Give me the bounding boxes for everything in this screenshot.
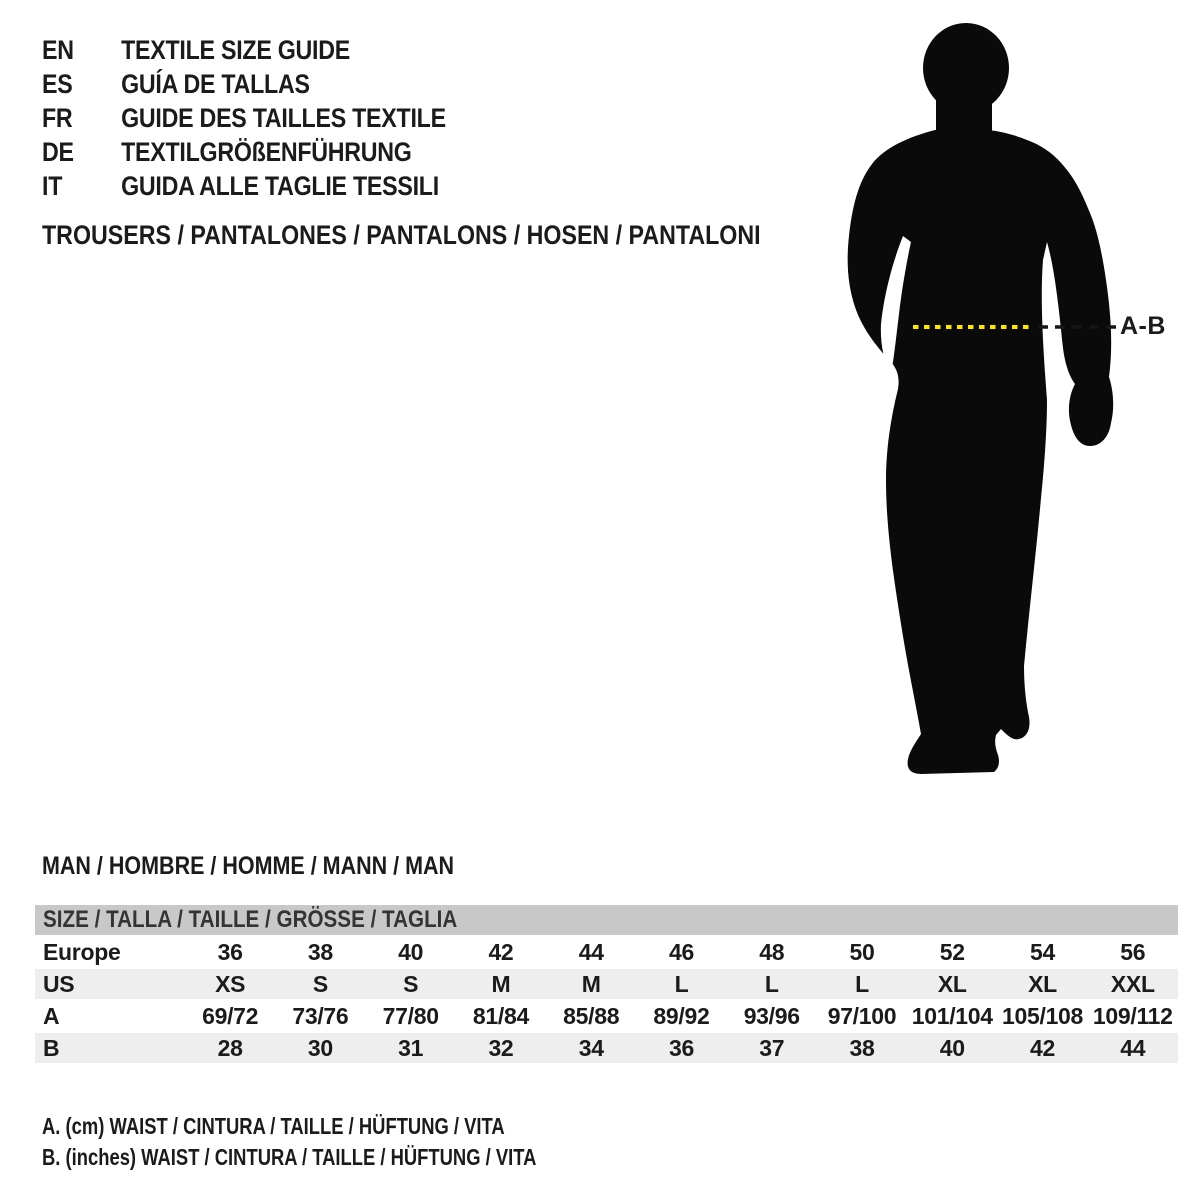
size-cell: 52	[939, 938, 965, 965]
size-cell: 101/104	[911, 1002, 993, 1029]
gender-title-text: MAN / HOMBRE / HOMME / MANN / MAN	[42, 852, 455, 880]
size-cell: 81/84	[472, 1002, 529, 1029]
size-cell: 38	[849, 1034, 875, 1061]
size-cell: 30	[307, 1034, 333, 1061]
size-cell: XL	[1028, 970, 1057, 997]
body-shape	[848, 130, 1114, 774]
size-cell: 34	[578, 1034, 604, 1061]
table-row-europe	[35, 937, 1178, 967]
gender-title	[42, 853, 521, 879]
size-cell: 40	[398, 938, 424, 965]
size-cell: 37	[759, 1034, 785, 1061]
size-cell: 32	[488, 1034, 514, 1061]
size-cell: 109/112	[1092, 1002, 1173, 1029]
table-row-a-cm	[35, 1001, 1178, 1031]
man-silhouette-figure	[828, 18, 1128, 778]
language-row-de	[42, 135, 446, 169]
size-cell: XL	[937, 970, 967, 997]
language-code: IT	[42, 170, 63, 201]
size-cell: 69/72	[202, 1002, 259, 1029]
size-cell: L	[855, 970, 869, 997]
size-cell: XS	[215, 970, 246, 997]
size-cell: 42	[1030, 1034, 1056, 1061]
size-cell: 36	[668, 1034, 694, 1061]
size-cell: 28	[217, 1034, 243, 1061]
language-list	[42, 33, 446, 203]
size-cell: L	[674, 970, 689, 997]
size-cell: S	[312, 970, 328, 997]
language-row-it	[42, 169, 446, 203]
size-cell: 31	[398, 1034, 424, 1061]
size-cell: 105/108	[1002, 1002, 1084, 1029]
man-silhouette-svg	[828, 18, 1128, 778]
row-label: A	[43, 1002, 60, 1029]
language-row-fr	[42, 101, 446, 135]
row-label: US	[43, 970, 75, 997]
size-cell: M	[491, 970, 511, 997]
size-cell: 77/80	[382, 1002, 439, 1029]
size-cell: M	[581, 970, 601, 997]
size-cell: 85/88	[563, 1002, 620, 1029]
size-cell: 54	[1030, 938, 1056, 965]
category-title	[42, 221, 878, 249]
size-cell: 38	[307, 938, 333, 965]
size-cell: 73/76	[292, 1002, 349, 1029]
language-title: TEXTILE SIZE GUIDE	[121, 34, 351, 65]
man-silhouette	[848, 23, 1114, 774]
size-cell: 44	[578, 938, 604, 965]
size-cell: 42	[488, 938, 514, 965]
language-row-en	[42, 33, 446, 67]
language-title: TEXTILGRÖßENFÜHRUNG	[121, 136, 412, 167]
size-cell: 89/92	[653, 1002, 710, 1029]
table-row-b-inches	[35, 1033, 1178, 1063]
footnote-b	[42, 1145, 660, 1169]
row-label: Europe	[43, 938, 121, 965]
size-cell: XXL	[1110, 970, 1155, 997]
footnote-a	[42, 1114, 620, 1138]
size-cell: 93/96	[743, 1002, 800, 1029]
language-code: FR	[42, 102, 73, 133]
size-cell: 48	[759, 938, 785, 965]
size-cell: 44	[1120, 1034, 1146, 1061]
language-code: EN	[42, 34, 74, 65]
size-cell: L	[764, 970, 779, 997]
category-title-text: TROUSERS / PANTALONES / PANTALONS / HOSEN / PANTALONI	[42, 220, 761, 250]
row-label: B	[43, 1034, 60, 1061]
size-table-header-text: SIZE / TALLA / TAILLE / GRÖSSE / TAGLIA	[43, 906, 458, 933]
measure-label: A-B	[1120, 312, 1166, 340]
size-cell: 40	[939, 1034, 965, 1061]
language-title: GUIDE DES TAILLES TEXTILE	[121, 102, 446, 133]
footnote-b-text: B. (inches) WAIST / CINTURA / TAILLE / HÜFTUNG / VITA	[42, 1144, 537, 1170]
size-table-header	[35, 905, 1178, 935]
language-title: GUÍA DE TALLAS	[121, 68, 310, 99]
language-code: ES	[42, 68, 73, 99]
size-cell: 56	[1120, 938, 1146, 965]
language-row-es	[42, 67, 446, 101]
size-cell: 36	[217, 938, 243, 965]
language-title: GUIDA ALLE TAGLIE TESSILI	[121, 170, 439, 201]
size-cell: S	[403, 970, 419, 997]
table-row-us	[35, 969, 1178, 999]
size-cell: 50	[849, 938, 875, 965]
language-code: DE	[42, 136, 74, 167]
footnote-a-text: A. (cm) WAIST / CINTURA / TAILLE / HÜFTUNG / VITA	[42, 1113, 505, 1139]
size-cell: 46	[668, 938, 694, 965]
size-cell: 97/100	[827, 1002, 897, 1029]
size-table	[35, 905, 1178, 1063]
